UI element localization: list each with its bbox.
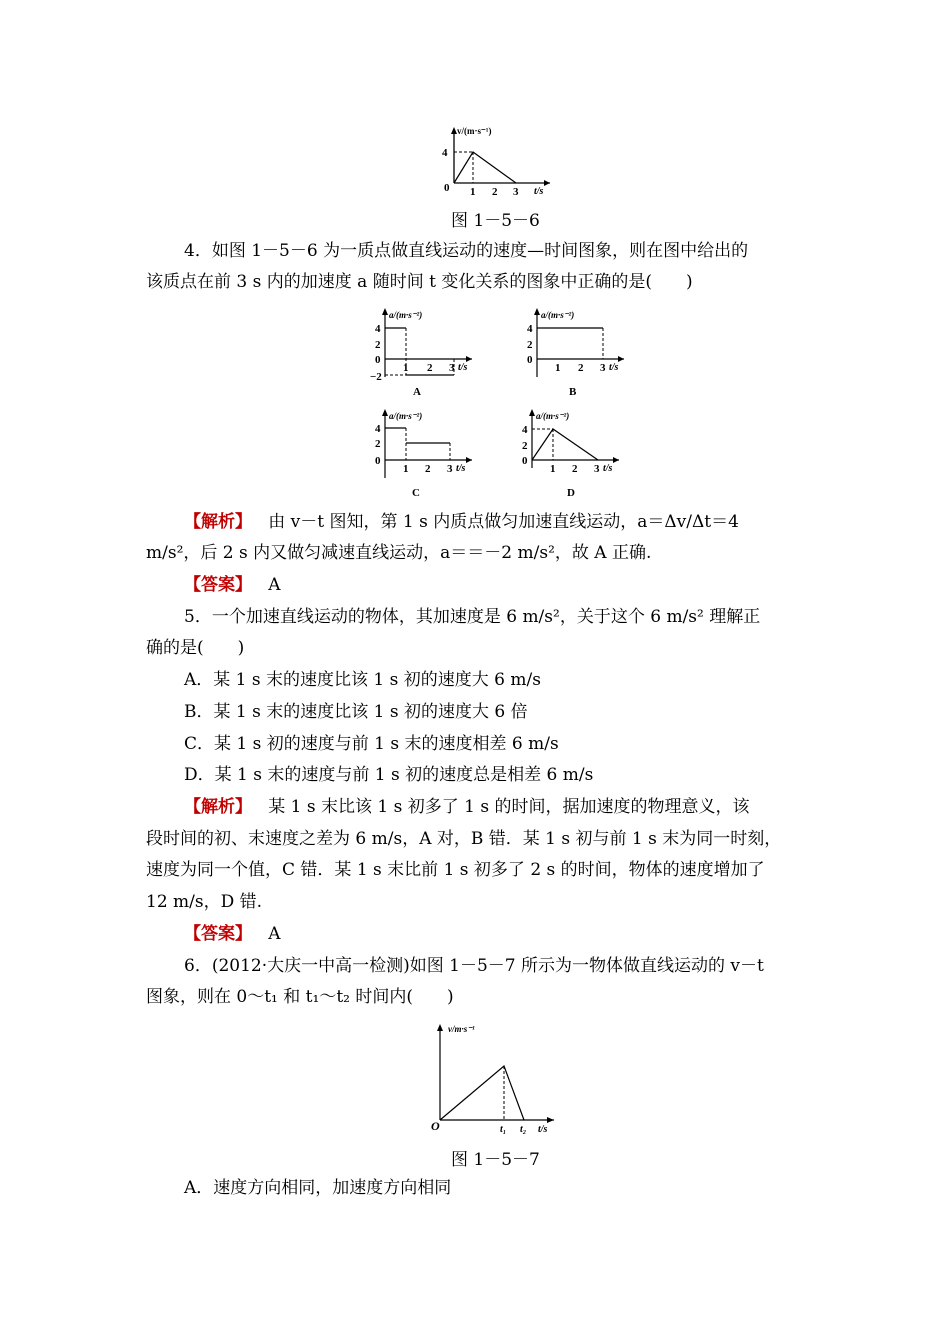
x-tick-2: 2 — [427, 362, 433, 374]
axis-label-c: a/(m·s⁻²) — [389, 411, 423, 421]
q5-analysis-line3: 速度为同一个值，C 错．某 1 s 末比前 1 s 初多了 2 s 的时间，物体的速度增加了 — [146, 860, 765, 880]
figure-caption: 图 1－5－7 — [451, 1150, 540, 1170]
option-label-c: C — [412, 487, 420, 499]
q6-line1: 6．(2012·大庆一中高一检测)如图 1－5－7 所示为一物体做直线运动的 v－t — [184, 956, 764, 976]
t2-label: t₂ — [520, 1124, 527, 1135]
figure-caption: 图 1－5－6 — [451, 211, 540, 231]
y-tick-4: 4 — [442, 147, 448, 159]
y-tick-2: 2 — [527, 339, 533, 351]
q5-analysis-line1 — [184, 796, 749, 818]
x-axis-label: t/s — [456, 463, 466, 474]
figure-1-5-7 — [428, 1020, 563, 1135]
y-tick-4: 4 — [522, 424, 528, 436]
y-tick-0: 0 — [375, 455, 381, 467]
q4-answer — [184, 574, 281, 596]
origin-label: O — [431, 1119, 440, 1133]
q5-line1: 5．一个加速直线运动的物体，其加速度是 6 m/s²，关于这个 6 m/s² 理解正 — [184, 607, 761, 627]
x-tick-2: 2 — [492, 186, 498, 198]
x-axis-label: t/s — [609, 362, 619, 373]
q5-analysis-line4: 12 m/s，D 错. — [146, 892, 263, 912]
option-graph-b — [520, 307, 640, 399]
q5-option-a: A．某 1 s 末的速度比该 1 s 初的速度大 6 m/s — [184, 670, 541, 690]
answer-tag: 【答案】 — [184, 924, 252, 944]
x-axis-label: t/s — [458, 362, 468, 373]
x-tick-1: 1 — [555, 362, 561, 374]
x-tick-1: 1 — [550, 463, 556, 475]
analysis-tag: 【解析】 — [184, 797, 252, 817]
x-tick-1: 1 — [470, 186, 476, 198]
y-axis-label: v/(m·s⁻¹) — [457, 126, 492, 136]
x-axis-label: t/s — [534, 186, 544, 197]
q5-option-c: C．某 1 s 初的速度与前 1 s 末的速度相差 6 m/s — [184, 734, 559, 754]
q5-analysis-line2: 段时间的初、末速度之差为 6 m/s，A 对，B 错．某 1 s 初与前 1 s 末为同一时刻， — [146, 829, 782, 849]
q4-line2: 该质点在前 3 s 内的加速度 a 随时间 t 变化关系的图象中正确的是( ) — [146, 272, 693, 292]
analysis-text: 由 v－t 图知，第 1 s 内质点做匀加速直线运动，a＝Δv/Δt＝4 — [268, 512, 739, 532]
axis-label-b: a/(m·s⁻²) — [541, 310, 575, 320]
y-tick-0: 0 — [444, 182, 450, 194]
axis-label-a: a/(m·s⁻²) — [389, 310, 423, 320]
analysis-text: 某 1 s 末比该 1 s 初多了 1 s 的时间，据加速度的物理意义，该 — [268, 797, 750, 817]
y-tick-2: 2 — [375, 438, 381, 450]
x-tick-3: 3 — [513, 186, 519, 198]
option-graph-a — [368, 307, 488, 399]
x-axis-label: t/s — [538, 1124, 548, 1135]
y-tick-2: 2 — [522, 440, 528, 452]
x-tick-1: 1 — [403, 362, 409, 374]
figure-1-5-6 — [440, 125, 560, 200]
y-tick-4: 4 — [527, 323, 533, 335]
y-tick-0: 0 — [522, 455, 528, 467]
q5-option-b: B．某 1 s 末的速度比该 1 s 初的速度大 6 倍 — [184, 702, 528, 722]
x-tick-1: 1 — [403, 463, 409, 475]
option-graph-c — [368, 408, 488, 500]
q5-option-d: D．某 1 s 末的速度与前 1 s 初的速度总是相差 6 m/s — [184, 765, 594, 785]
axis-label-d: a/(m·s⁻²) — [536, 411, 570, 421]
x-tick-3: 3 — [594, 463, 600, 475]
q4-analysis-line2: m/s²，后 2 s 内又做匀减速直线运动，a＝＝－2 m/s²，故 A 正确. — [146, 543, 652, 563]
x-tick-2: 2 — [578, 362, 584, 374]
y-axis-label: v/m·s⁻¹ — [448, 1024, 475, 1034]
analysis-tag: 【解析】 — [184, 512, 252, 532]
q5-line2: 确的是( ) — [146, 638, 245, 658]
option-label-b: B — [569, 386, 577, 398]
q6-option-a: A．速度方向相同，加速度方向相同 — [184, 1178, 452, 1198]
y-tick-0: 0 — [527, 354, 533, 366]
x-axis-label: t/s — [603, 463, 613, 474]
x-tick-2: 2 — [425, 463, 431, 475]
option-label-a: A — [413, 386, 421, 398]
option-label-d: D — [567, 487, 575, 499]
y-tick-4: 4 — [375, 323, 381, 335]
y-tick-neg2: −2 — [370, 371, 382, 383]
q4-analysis-line1 — [184, 511, 739, 533]
answer-value: A — [268, 924, 281, 944]
q6-line2: 图象，则在 0～t₁ 和 t₁～t₂ 时间内( ) — [146, 987, 454, 1007]
x-tick-3: 3 — [449, 362, 455, 374]
answer-tag: 【答案】 — [184, 575, 252, 595]
answer-value: A — [268, 575, 281, 595]
y-tick-2: 2 — [375, 339, 381, 351]
x-tick-2: 2 — [572, 463, 578, 475]
t1-label: t₁ — [500, 1124, 507, 1135]
option-graph-d — [515, 408, 635, 500]
y-tick-0: 0 — [375, 354, 381, 366]
q4-line1: 4．如图 1－5－6 为一质点做直线运动的速度—时间图象，则在图中给出的 — [184, 241, 749, 261]
q5-answer — [184, 923, 281, 945]
x-tick-3: 3 — [447, 463, 453, 475]
x-tick-3: 3 — [600, 362, 606, 374]
y-tick-4: 4 — [375, 423, 381, 435]
